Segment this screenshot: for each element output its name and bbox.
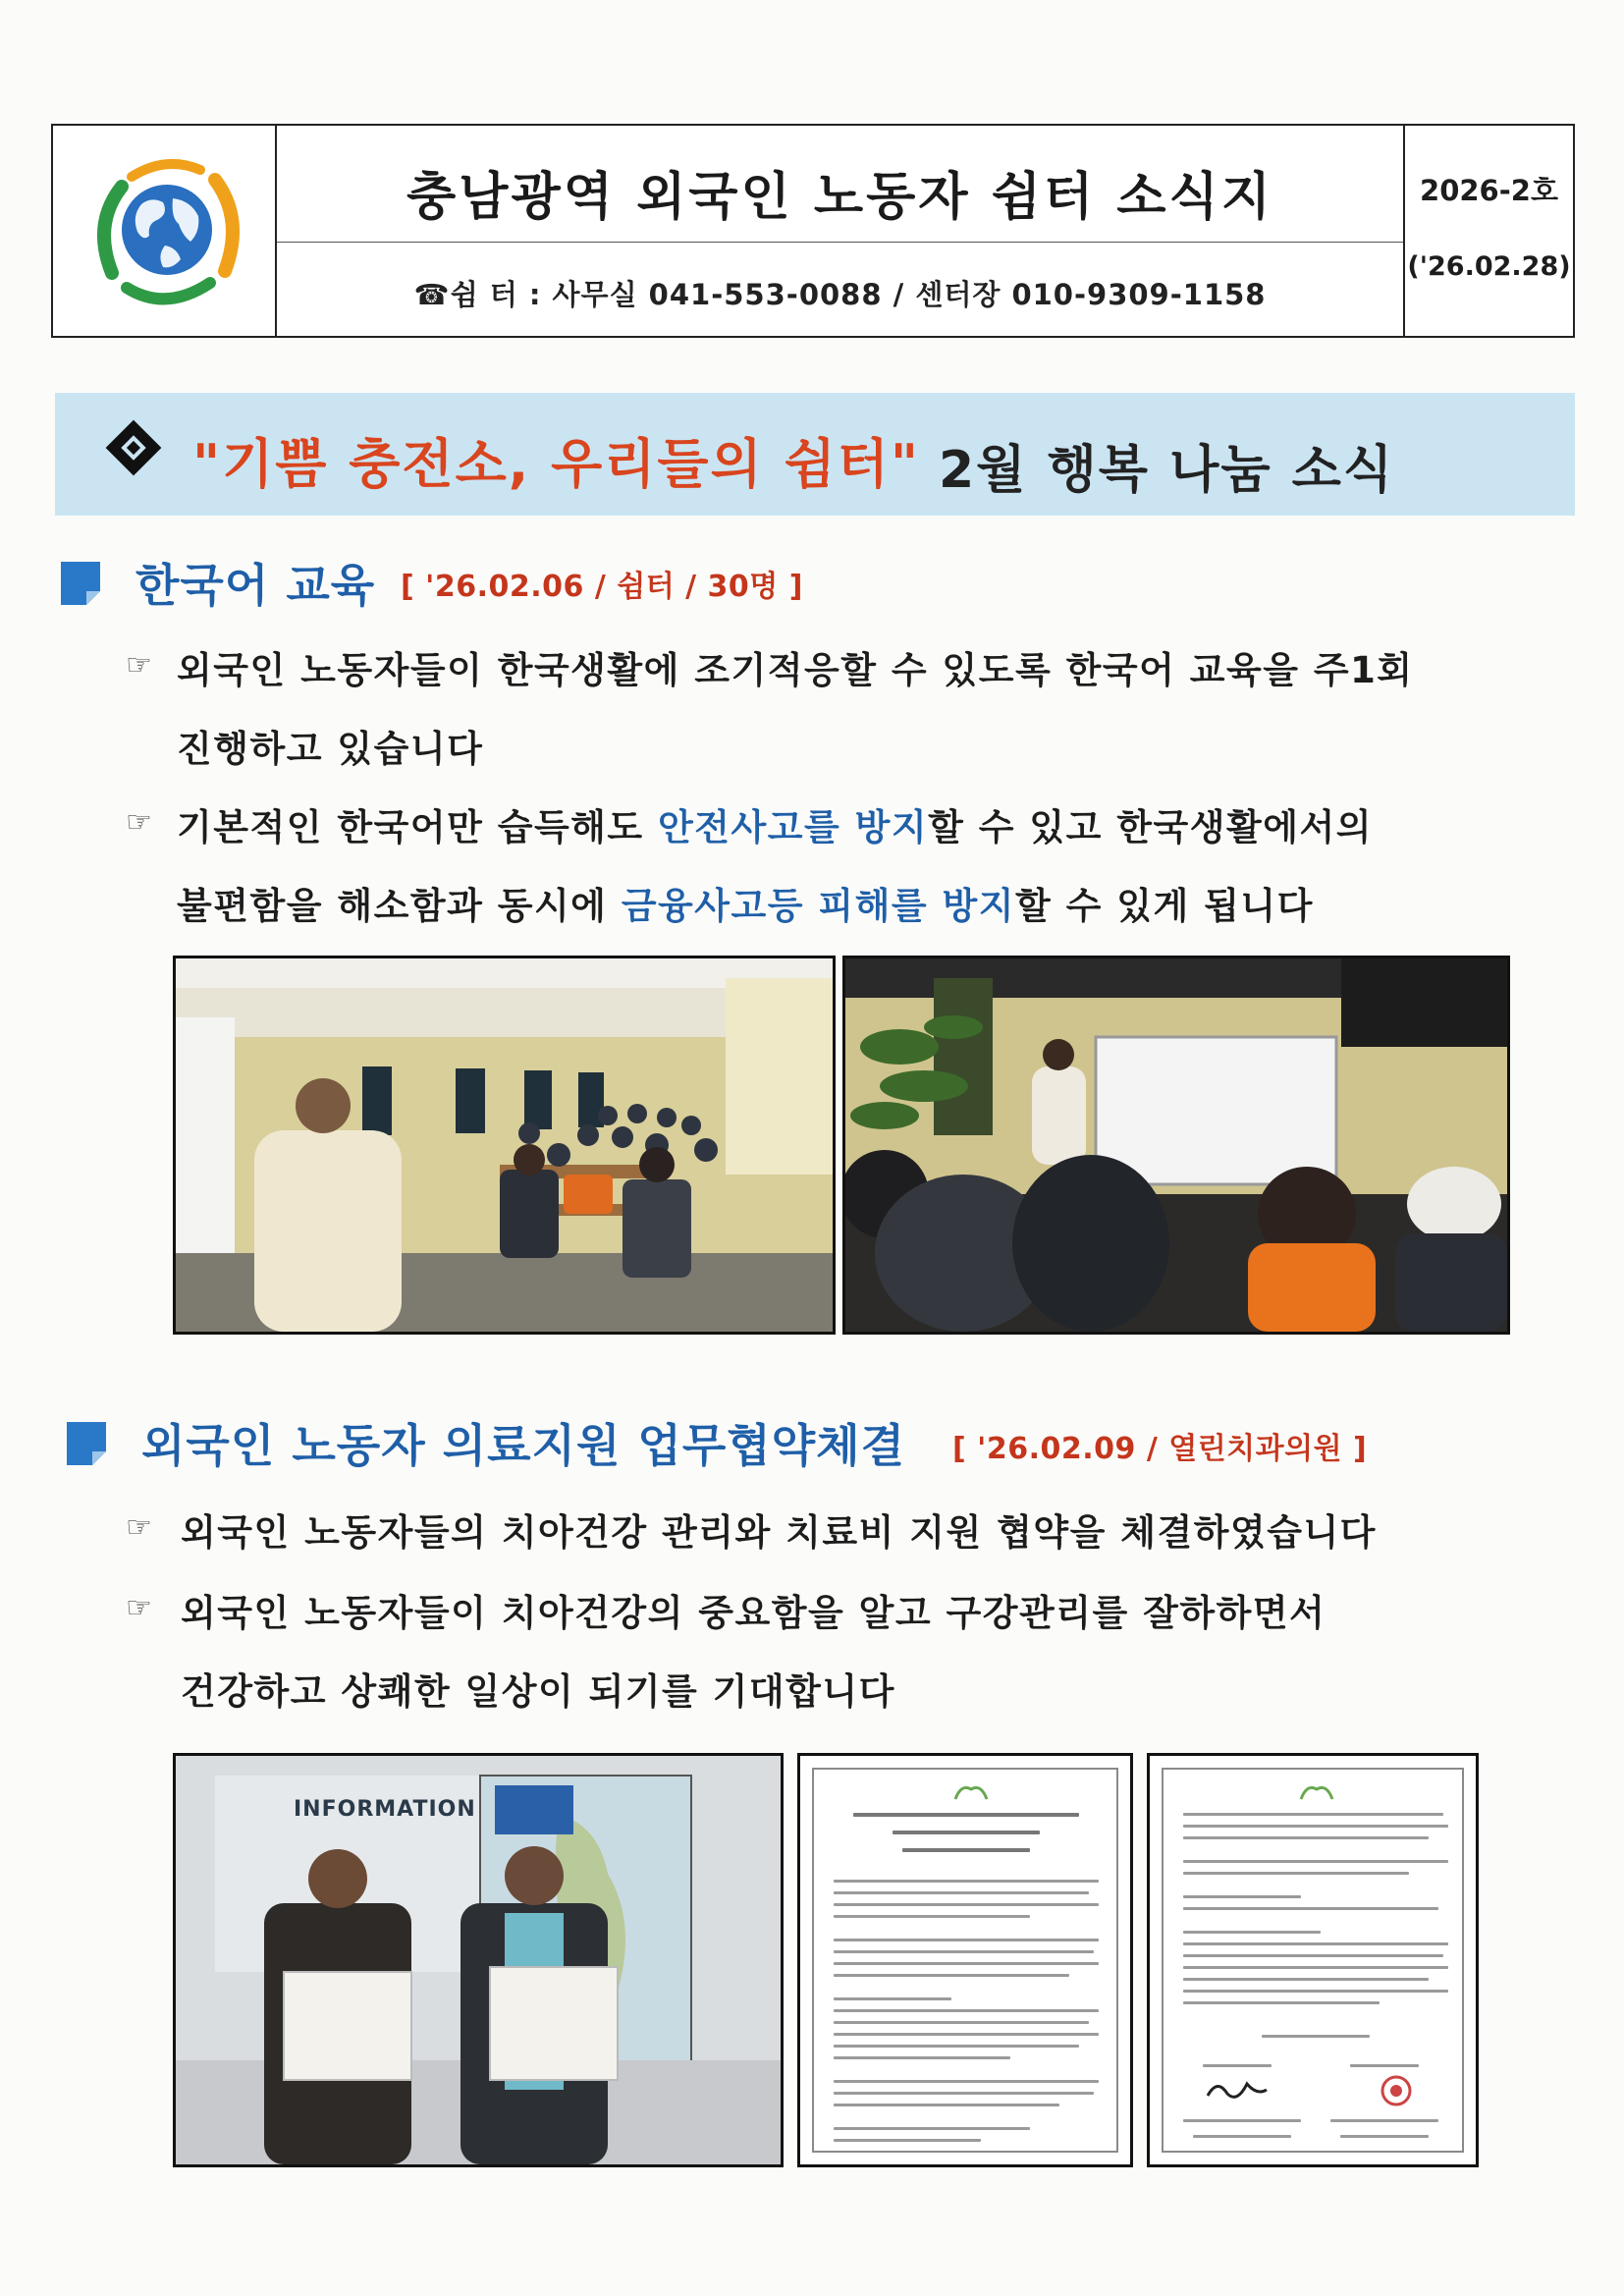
pointing-hand-icon: ☞	[126, 1510, 152, 1545]
diamond-icon	[106, 420, 162, 476]
banner-subtitle: 2월 행복 나눔 소식	[939, 441, 1395, 500]
header-divider	[277, 242, 1403, 243]
pointing-hand-icon: ☞	[126, 805, 152, 840]
agreement-document-page-1	[797, 1753, 1133, 2167]
signature-mark	[1203, 2076, 1272, 2105]
classroom-scene-image	[176, 958, 833, 1332]
signing-scene-image	[176, 1756, 781, 2164]
class-photo-2	[842, 956, 1510, 1335]
section-title-medical: 외국인 노동자 의료지원 업무협약체결	[141, 1419, 906, 1472]
seal-stamp	[1380, 2074, 1413, 2107]
agreement-document-page-2	[1147, 1753, 1479, 2167]
bullet-text: 외국인 노동자들이 치아건강의 중요함을 알고 구강관리를 잘하하면서	[181, 1592, 1326, 1634]
pointing-hand-icon: ☞	[126, 648, 152, 683]
highlight-safety: 안전사고를 방지	[658, 806, 929, 848]
highlight-finance: 금융사고등 피해를 방지	[621, 885, 1015, 927]
bullet-text-part: 기본적인 한국어만 습득해도	[177, 806, 659, 848]
bullet-text: 외국인 노동자들이 한국생활에 조기적응할 수 있도록 한국어 교육을 주1회	[177, 649, 1414, 691]
document-sheet	[812, 1768, 1118, 2153]
monthly-banner	[55, 393, 1575, 516]
banner-slogan: "기쁨 충전소, 우리들의 쉼터"	[192, 433, 920, 495]
bullet-text: 건강하고 상쾌한 일상이 되기를 기대합니다	[181, 1670, 895, 1713]
issue-number: 2026-2호	[1420, 174, 1558, 207]
sticky-note-icon	[63, 1418, 110, 1469]
header-title-cell	[277, 126, 1405, 336]
teacher-scene-image	[845, 958, 1507, 1332]
clinic-logo-icon	[1297, 1779, 1336, 1803]
issue-cell	[1405, 126, 1573, 336]
bullet-text-part: 불편함을 해소함과 동시에	[177, 885, 622, 927]
bullet-text-part: 할 수 있게 됩니다	[1015, 885, 1314, 927]
newsletter-header	[51, 124, 1575, 338]
clinic-logo-icon	[951, 1779, 991, 1803]
class-photo-1	[173, 956, 836, 1335]
bullet-text-part: 할 수 있고 한국생활에서의	[928, 806, 1373, 848]
logo-cell	[53, 126, 277, 336]
section-meta-korean: [ '26.02.06 / 쉼터 / 30명 ]	[401, 570, 803, 604]
bullet-text	[177, 797, 1373, 850]
sticky-note-icon	[57, 558, 104, 609]
document-sheet	[1162, 1768, 1464, 2153]
bullet-text	[177, 876, 1314, 929]
newsletter-title: 충남광역 외국인 노동자 쉼터 소식지	[406, 168, 1273, 227]
agreement-photo	[173, 1753, 784, 2167]
contact-info: ☎쉼 터 : 사무실 041-553-0088 / 센터장 010-9309-1158	[413, 278, 1267, 311]
bullet-text: 외국인 노동자들의 치아건강 관리와 치료비 지원 협약을 체결하였습니다	[181, 1511, 1377, 1554]
section-title-korean: 한국어 교육	[135, 559, 376, 612]
section-meta-medical: [ '26.02.09 / 열린치과의원 ]	[952, 1432, 1368, 1466]
information-sign: INFORMATION	[294, 1797, 476, 1822]
pointing-hand-icon: ☞	[126, 1591, 152, 1625]
issue-date: ('26.02.28)	[1407, 251, 1571, 282]
bullet-text: 진행하고 있습니다	[177, 728, 484, 770]
globe-hands-logo	[53, 126, 277, 336]
